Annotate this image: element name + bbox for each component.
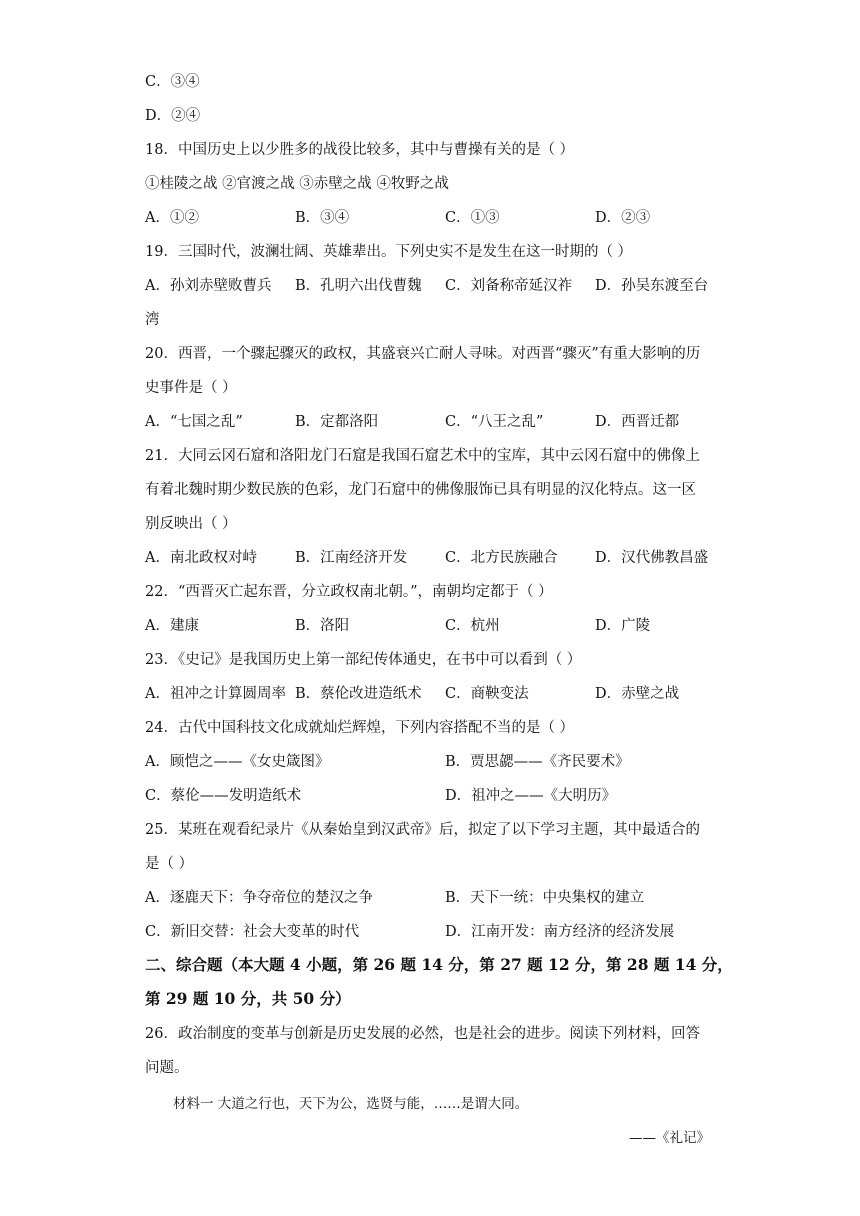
q23-option-d: D．赤壁之战: [595, 686, 680, 702]
q21-option-d: D．汉代佛教昌盛: [595, 550, 709, 566]
option-d-prev: D．②④: [145, 108, 201, 124]
question-21-line1: 21．大同云冈石窟和洛阳龙门石窟是我国石窟艺术中的宝库，其中云冈石窟中的佛像上: [145, 448, 700, 464]
q20-option-d: D．西晋迁都: [595, 414, 680, 430]
q24-option-a: A．顾恺之——《女史箴图》: [145, 754, 330, 770]
question-19: 19．三国时代，波澜壮阔、英雄辈出。下列史实不是发生在这一时期的（ ）: [145, 244, 633, 260]
question-26-line1: 26．政治制度的变革与创新是历史发展的必然，也是社会的进步。阅读下列材料，回答: [145, 1026, 700, 1042]
material-1: 材料一 大道之行也，天下为公，选贤与能，……是谓大同。: [173, 1096, 529, 1112]
question-25-line1: 25．某班在观看纪录片《从秦始皇到汉武帝》后，拟定了以下学习主题，其中最适合的: [145, 822, 700, 838]
q24-option-c: C．蔡伦——发明造纸术: [145, 788, 302, 804]
q23-option-a: A．祖冲之计算圆周率: [145, 686, 286, 702]
q23-option-c: C．商鞅变法: [445, 686, 529, 702]
option-c-prev: C．③④: [145, 74, 200, 90]
question-18-items: ①桂陵之战 ②官渡之战 ③赤壁之战 ④牧野之战: [145, 176, 449, 192]
q25-option-c: C．新旧交替：社会大变革的时代: [145, 924, 360, 940]
q19-option-c: C．刘备称帝延汉祚: [445, 278, 573, 294]
question-22: 22．“西晋灭亡起东晋，分立政权南北朝。”，南朝均定都于（ ）: [145, 584, 553, 600]
q19-option-b: B．孔明六出伐曹魏: [295, 278, 422, 294]
question-23: 23．《史记》是我国历史上第一部纪传体通史，在书中可以看到（ ）: [145, 652, 582, 668]
q18-option-b: B．③④: [295, 210, 350, 226]
q18-option-c: C．①③: [445, 210, 500, 226]
question-18: 18．中国历史上以少胜多的战役比较多，其中与曹操有关的是（ ）: [145, 142, 575, 158]
q21-option-b: B．江南经济开发: [295, 550, 408, 566]
q20-option-b: B．定都洛阳: [295, 414, 379, 430]
question-19-wrap: 湾: [145, 312, 160, 328]
q20-option-a: A．“七国之乱”: [145, 414, 243, 430]
q21-option-c: C．北方民族融合: [445, 550, 558, 566]
material-1-source: ——《礼记》: [629, 1130, 710, 1146]
q25-option-d: D．江南开发：南方经济的经济发展: [445, 924, 675, 940]
q25-option-b: B．天下一统：中央集权的建立: [445, 890, 645, 906]
q18-option-d: D．②③: [595, 210, 651, 226]
question-21-line2: 有着北魏时期少数民族的色彩，龙门石窟中的佛像服饰已具有明显的汉化特点。这一区: [145, 482, 696, 498]
q20-option-c: C．“八王之乱”: [445, 414, 544, 430]
question-25-line2: 是（ ）: [145, 856, 194, 872]
question-26-line2: 问题。: [145, 1060, 189, 1076]
q25-option-a: A．逐鹿天下：争夺帝位的楚汉之争: [145, 890, 373, 906]
q22-option-c: C．杭州: [445, 618, 500, 634]
question-24: 24．古代中国科技文化成就灿烂辉煌，下列内容搭配不当的是（ ）: [145, 720, 575, 736]
q24-option-d: D．祖冲之——《大明历》: [445, 788, 617, 804]
q22-option-b: B．洛阳: [295, 618, 350, 634]
q18-option-a: A．①②: [145, 210, 199, 226]
q23-option-b: B．蔡伦改进造纸术: [295, 686, 422, 702]
q24-option-b: B．贾思勰——《齐民要术》: [445, 754, 630, 770]
question-21-line3: 别反映出（ ）: [145, 516, 237, 532]
q21-option-a: A．南北政权对峙: [145, 550, 257, 566]
q19-option-a: A．孙刘赤壁败曹兵: [145, 278, 272, 294]
q22-option-a: A．建康: [145, 618, 199, 634]
section-2-heading-line1: 二、综合题（本大题 4 小题，第 26 题 14 分，第 27 题 12 分，第 28 题 14 分，: [145, 955, 733, 974]
q19-option-d: D．孙吴东渡至台: [595, 278, 709, 294]
q22-option-d: D．广陵: [595, 618, 651, 634]
question-20-line1: 20．西晋，一个骤起骤灭的政权，其盛衰兴亡耐人寻味。对西晋“骤灭”有重大影响的历: [145, 346, 701, 362]
section-2-heading-line2: 第 29 题 10 分，共 50 分）: [145, 989, 351, 1008]
question-20-line2: 史事件是（ ）: [145, 380, 237, 396]
